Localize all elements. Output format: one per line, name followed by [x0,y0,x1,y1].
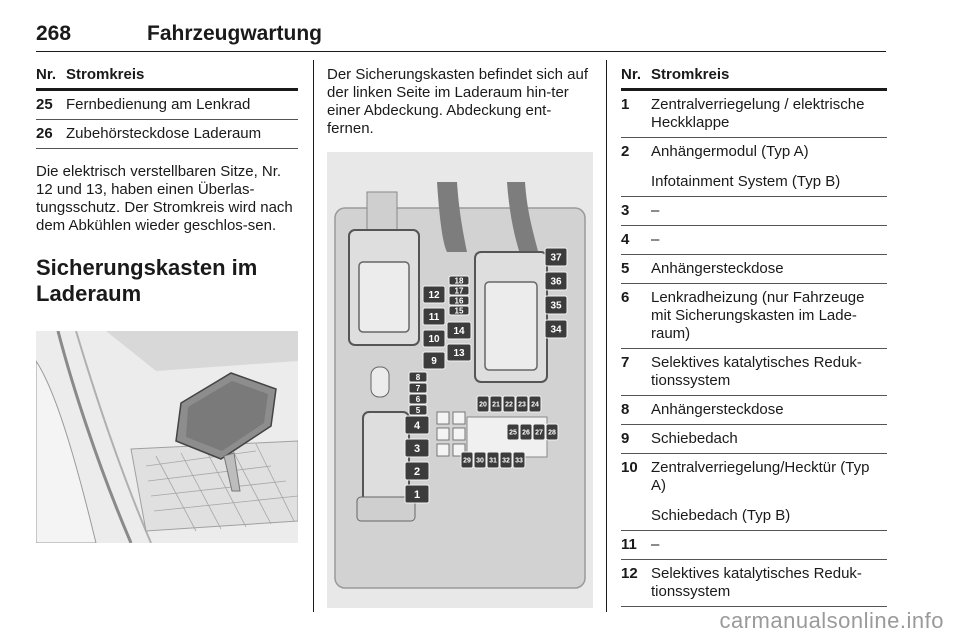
row-text: Fernbedienung am Lenkrad [66,96,251,113]
row-main-text: – [651,202,660,219]
fuse-label [423,308,445,325]
fuse-label [545,320,567,338]
table-row [621,255,887,284]
fuse-number: 18 [454,276,464,286]
fuse-label [447,322,471,339]
row-text: Zubehörsteckdose Laderaum [66,125,262,142]
overload-paragraph: Die elektrisch verstellbaren Sitze, Nr. 12 und 13, haben einen Überlas-tungsschutz. Der Stromkreis wird nach dem Abkühlen wieder geschlos-sen. [36,163,293,234]
row-text [651,536,887,554]
table-row [621,138,887,197]
fuse-number: 34 [550,324,562,336]
fuse-label [545,296,567,314]
fuse-number: 33 [515,457,523,465]
table-row [621,91,887,138]
fuse-number: 13 [453,348,465,360]
row-nr: 2 [621,143,630,160]
fuse-label [487,452,499,468]
fuse-number: 16 [454,296,464,306]
table-row [621,396,887,425]
fuse-number: 23 [518,401,526,409]
fuse-label [500,452,512,468]
fuse-number: 12 [428,290,440,302]
row-main-text: – [651,231,660,248]
fuse-number: 32 [502,457,510,465]
row-main-text: Zentralverriegelung/Hecktür (Typ A) [651,459,870,494]
fuse-number: 14 [453,326,465,338]
right-table-header [621,62,887,91]
fusebox-illustration [327,152,593,608]
fuse-label [520,424,532,440]
fuse-number: 9 [431,356,437,368]
col-circuit-header: Stromkreis [66,66,145,83]
fuse-number: 28 [548,429,556,437]
fuse-label [490,396,502,412]
section-heading: Sicherungskasten im Laderaum [36,255,258,306]
row-text [651,565,887,601]
middle-column [327,62,593,138]
fuse-number: 25 [509,429,517,437]
fuse-label [545,248,567,266]
fuse-label [405,439,429,457]
fuse-number: 17 [454,286,464,296]
row-nr: 8 [621,401,630,418]
fuse-label [405,485,429,503]
row-nr: 11 [621,536,637,553]
fuse-label [477,396,489,412]
fuse-label [449,276,469,285]
right-table-body [621,91,887,607]
fuse-label [449,286,469,295]
fuse-label [447,344,471,361]
col-nr-header: Nr. [36,66,57,83]
row-sub-text: Infotainment System (Typ B) [651,173,841,190]
fusebox-location-paragraph: Der Sicherungskasten befindet sich auf der linken Seite im Laderaum hin-ter einer Abdeckung. Abdeckung ent-fernen. [327,66,588,137]
fuse-number: 26 [522,429,530,437]
fuse-label [405,462,429,480]
fuse-label [409,405,427,415]
row-main-text: Zentralverriegelung / elektrische Heckklappe [651,96,865,131]
row-text [651,354,887,390]
fuse-number: 24 [531,401,539,409]
fuse-number: 36 [550,276,562,288]
page-number: 268 [36,22,72,45]
fuse-label [533,424,545,440]
fuse-label [546,424,558,440]
fuse-number: 8 [415,372,421,382]
row-nr: 6 [621,289,630,306]
fuse-number: 20 [479,401,487,409]
col-circuit-header: Stromkreis [651,66,730,83]
row-text [651,401,887,419]
row-nr: 5 [621,260,630,277]
fuse-number: 22 [505,401,513,409]
fuse-label [529,396,541,412]
fuse-label [409,372,427,382]
fuse-label [474,452,486,468]
watermark: carmanualsonline.info [719,608,944,633]
fuse-number: 5 [415,405,421,415]
table-row [621,349,887,396]
fuse-number: 37 [550,252,562,264]
table-row [621,197,887,226]
fuse-number: 29 [463,457,471,465]
fuse-number: 7 [415,383,421,393]
fuse-label [461,452,473,468]
row-main-text: Schiebedach [651,430,738,447]
chapter-title: Fahrzeugwartung [147,22,323,45]
table-row [621,454,887,531]
table-row [621,226,887,255]
row-nr: 12 [621,565,638,582]
fuse-label [503,396,515,412]
fuse-label [516,396,528,412]
row-nr: 3 [621,202,630,219]
row-nr: 9 [621,430,630,447]
column-divider-2 [606,60,607,612]
fuse-number: 35 [550,300,562,312]
fuse-number: 1 [413,488,421,501]
row-main-text: Anhängermodul (Typ A) [651,143,809,160]
row-main-text: Lenkradheizung (nur Fahrzeuge mit Sicherungskasten im Lade-raum) [651,289,865,342]
cargo-area-illustration [36,331,298,543]
fuse-number: 11 [428,312,440,324]
cargo-area-drawing [36,331,298,543]
col-nr-header: Nr. [621,66,642,83]
row-main-text: Anhängersteckdose [651,260,784,277]
table-row [36,91,298,120]
page-header [36,20,886,52]
fuse-label [423,352,445,369]
row-main-text: Selektives katalytisches Reduk-tionssystem [651,354,862,389]
table-row [36,120,298,149]
row-text [651,143,887,191]
fuse-label [449,296,469,305]
row-main-text: Selektives katalytisches Reduk-tionssystem [651,565,862,600]
row-text [651,260,887,278]
fuse-label [423,286,445,303]
table-row [621,560,887,607]
row-nr: 25 [36,96,53,113]
fuse-number: 27 [535,429,543,437]
row-nr: 26 [36,125,53,142]
fuse-number: 15 [454,306,464,316]
row-nr: 10 [621,459,638,476]
table-row [621,425,887,454]
row-nr: 4 [621,231,630,248]
row-nr: 7 [621,354,630,371]
fuse-label [449,306,469,315]
fuse-number: 10 [428,334,440,346]
fuse-number: 30 [476,457,484,465]
fuse-label [405,416,429,434]
fuse-label [409,383,427,393]
fuse-label [507,424,519,440]
fuse-label [545,272,567,290]
fuse-number: 4 [413,419,421,432]
row-text [651,430,887,448]
right-column [621,62,887,607]
row-text [651,202,887,220]
row-text [651,289,887,343]
fuse-label [423,330,445,347]
fuse-number: 21 [492,401,500,409]
table-row [621,284,887,349]
fuse-number: 2 [413,465,421,478]
row-text [651,231,887,249]
row-text [651,96,887,132]
row-sub-text: Schiebedach (Typ B) [651,507,791,524]
fuse-label [513,452,525,468]
table-row [621,531,887,560]
row-main-text: – [651,536,660,553]
row-text [651,459,887,525]
fusebox-diagram [327,152,593,608]
left-column [36,62,298,307]
fuse-number: 3 [413,442,421,455]
row-main-text: Anhängersteckdose [651,401,784,418]
column-divider-1 [313,60,314,612]
row-nr: 1 [621,96,630,113]
fuse-number: 6 [415,394,421,404]
fuse-label [409,394,427,404]
left-table-header [36,62,298,91]
fuse-number: 31 [489,457,497,465]
